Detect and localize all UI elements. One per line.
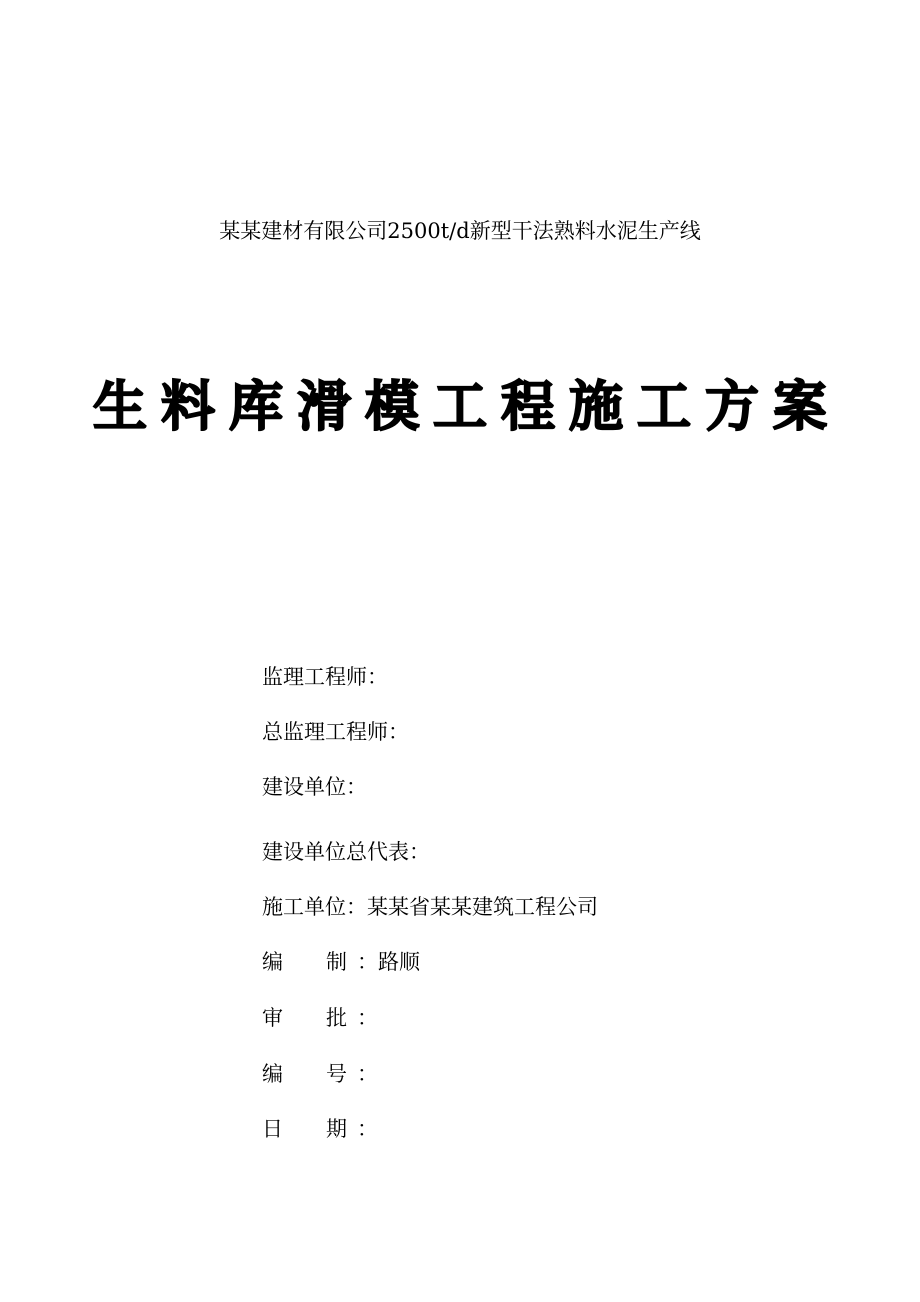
field-value: 路顺 bbox=[378, 950, 420, 974]
field-label: 建设单位总代表： bbox=[262, 840, 430, 864]
field-label: 日 期 bbox=[262, 1117, 347, 1141]
field-chief-supervising-engineer bbox=[262, 717, 409, 747]
field-label: 编 号 bbox=[262, 1062, 347, 1086]
field-value: 某某省某某建筑工程公司 bbox=[367, 895, 598, 919]
field-label: 施工单位： bbox=[262, 895, 367, 919]
field-label: 审 批 bbox=[262, 1006, 347, 1030]
field-supervising-engineer bbox=[262, 662, 388, 692]
field-owner-representative bbox=[262, 837, 430, 867]
field-label: 建设单位： bbox=[262, 775, 367, 799]
field-owner-unit bbox=[262, 772, 367, 802]
field-compiled-by bbox=[262, 947, 420, 977]
field-label: 编 制 bbox=[262, 950, 347, 974]
field-colon: ： bbox=[357, 1117, 378, 1141]
field-colon: ： bbox=[357, 1006, 378, 1030]
field-document-number bbox=[262, 1059, 378, 1089]
field-colon: ： bbox=[357, 1062, 378, 1086]
field-label: 总监理工程师： bbox=[262, 720, 409, 744]
field-colon: ： bbox=[357, 950, 378, 974]
field-date bbox=[262, 1114, 378, 1144]
field-approved-by bbox=[262, 1003, 378, 1033]
page-title: 生料库滑模工程施工方案 bbox=[93, 375, 841, 438]
field-label: 监理工程师： bbox=[262, 665, 388, 689]
project-subtitle: 某某建材有限公司2500t/d新型干法熟料水泥生产线 bbox=[219, 219, 701, 243]
field-construction-unit bbox=[262, 892, 598, 922]
